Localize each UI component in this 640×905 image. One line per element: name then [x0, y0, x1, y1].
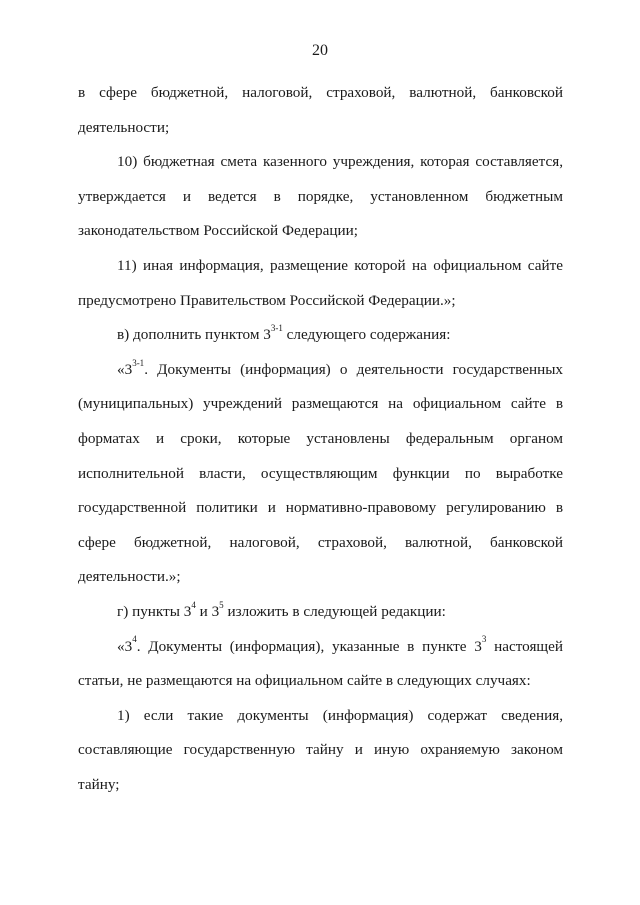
superscript: 3	[481, 634, 487, 645]
text-run: в сфере бюджетной, налоговой, страховой, валютной, банковской деятельности;	[78, 84, 563, 136]
text-run: и 3	[195, 602, 220, 620]
paragraph	[78, 249, 563, 318]
paragraph	[78, 699, 563, 803]
superscript: 3-1	[270, 323, 283, 334]
superscript: 5	[219, 599, 224, 610]
superscript: 4	[132, 634, 137, 645]
text-run: «3	[117, 637, 133, 655]
document-body	[78, 76, 563, 802]
text-run: 11) иная информация, размещение которой на официальном сайте предусмотрено Правительством Российской Федерации.»;	[78, 256, 563, 309]
paragraph	[78, 595, 563, 630]
superscript: 3-1	[132, 357, 145, 368]
paragraph	[78, 353, 563, 595]
paragraph	[78, 145, 563, 249]
paragraph	[78, 630, 563, 699]
text-run: «3	[117, 360, 133, 378]
text-run: настоящей статьи, не размещаются на официальном сайте в следующих случаях:	[78, 637, 563, 690]
paragraph	[78, 76, 563, 145]
text-run: следующего содержания:	[282, 326, 451, 344]
text-run: г) пункты 3	[117, 602, 192, 620]
text-run: в) дополнить пунктом 3	[117, 326, 271, 344]
text-run: . Документы (информация), указанные в пункте 3	[136, 637, 482, 655]
text-run: 1) если такие документы (информация) содержат сведения, составляющие государственную тайну и иную охраняемую законом тайну;	[78, 706, 563, 793]
paragraph	[78, 318, 563, 353]
page-number: 20	[312, 42, 328, 59]
text-run: . Документы (информация) о деятельности государственных (муниципальных) учреждений размещаются на официальном сайте в форматах и сроки, которые установлены федеральным органом исполнительной власти, осуществляющим функции по выработке государственной политики и нормативно-правовому регулированию в сфере бюджетной, налоговой, страховой, валютной, банковской деятельности.»;	[78, 360, 563, 586]
superscript: 4	[191, 599, 196, 610]
text-run: 10) бюджетная смета казенного учреждения, которая составляется, утверждается и ведется в порядке, установленном бюджетным законодательством Российской Федерации;	[78, 153, 563, 240]
text-run: изложить в следующей редакции:	[223, 602, 446, 620]
